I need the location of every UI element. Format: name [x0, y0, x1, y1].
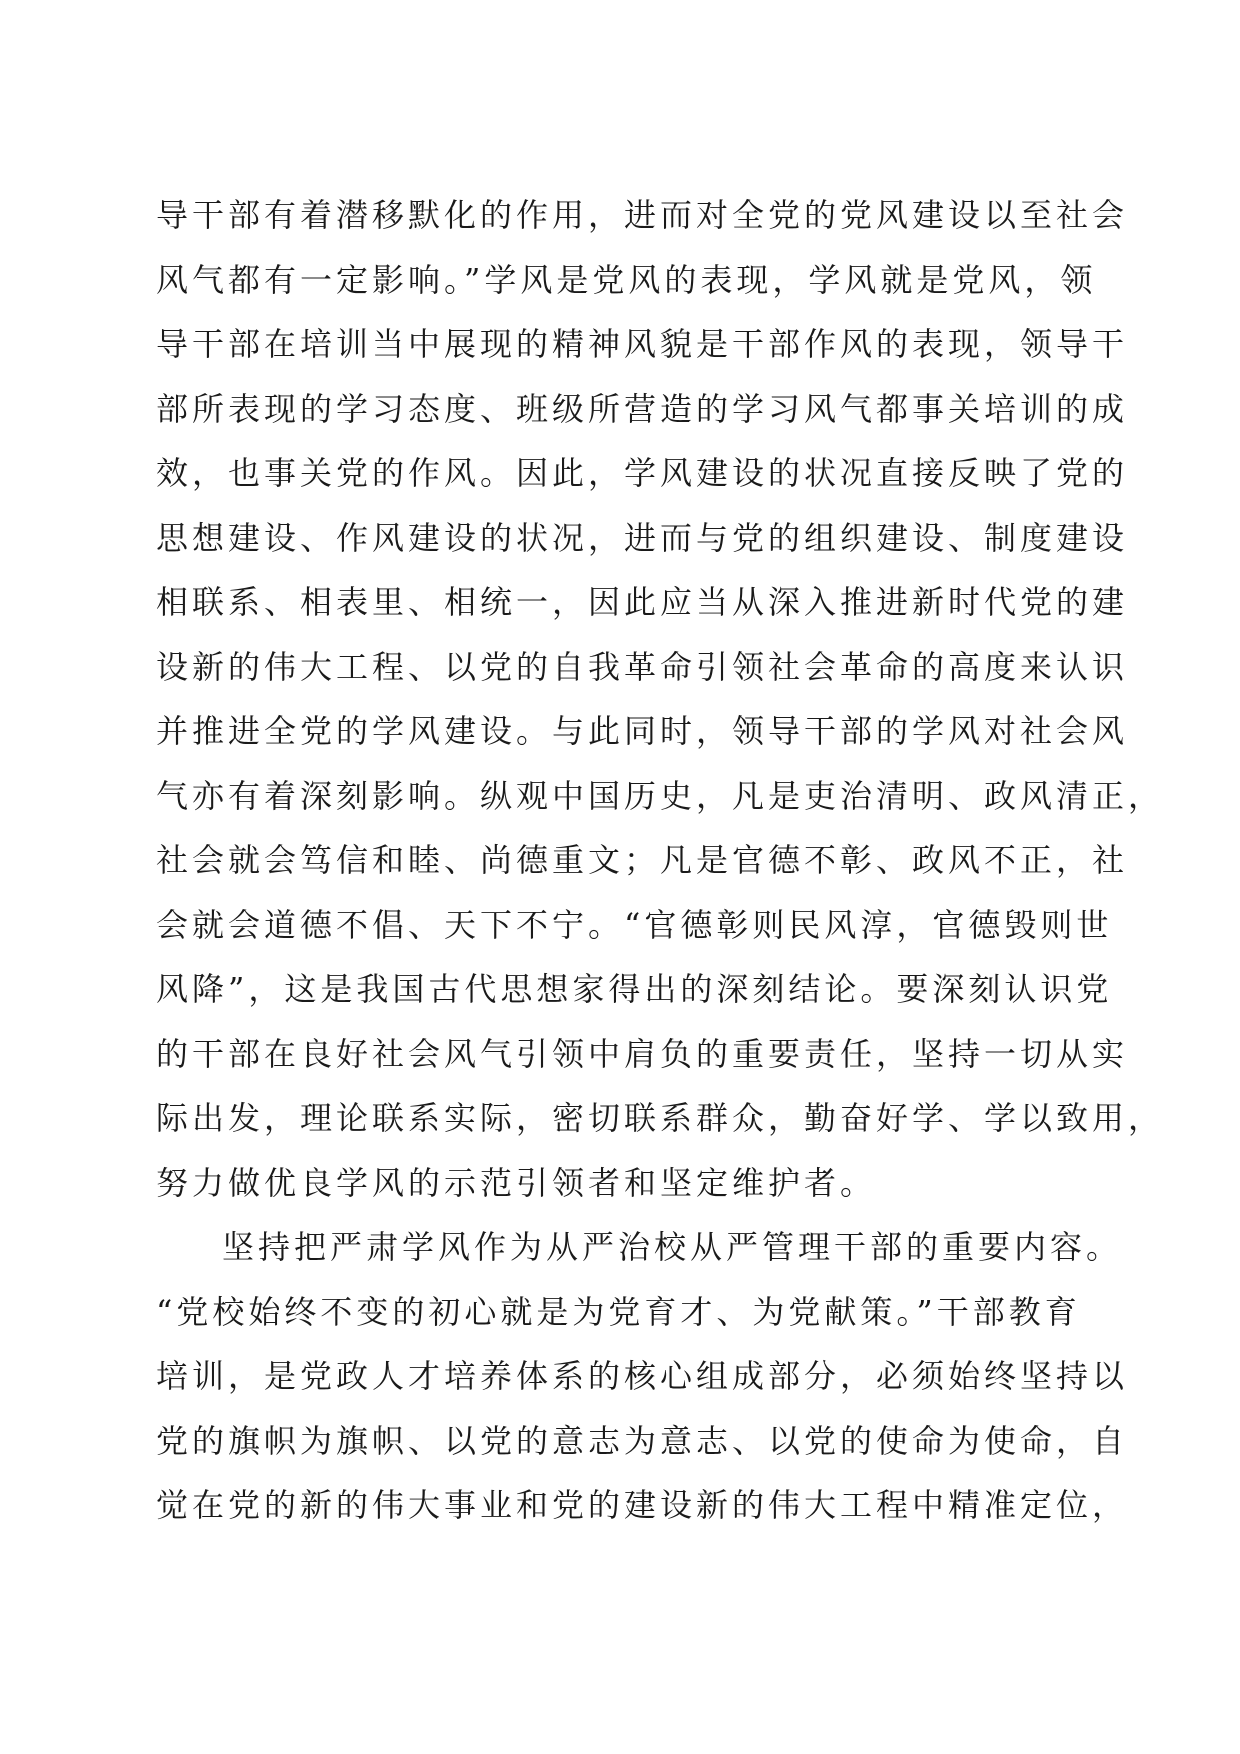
- text-line: 思想建设、作风建设的状况，进而与党的组织建设、制度建设: [156, 518, 1129, 557]
- text-line: 社会就会笃信和睦、尚德重文；凡是官德不彰、政风不正，社: [156, 841, 1129, 879]
- text-line: 设新的伟大工程、以党的自我革命引领社会革命的高度来认识: [156, 647, 1129, 686]
- text-line: 际出发，理论联系实际，密切联系群众，勤奋好学、学以致用，: [156, 1099, 1165, 1137]
- text-line: 会就会道德不倡、天下不宁。“官德彰则民风淳，官德毁则世: [156, 905, 1113, 944]
- text-line: 培训，是党政人才培养体系的核心组成部分，必须始终坚持以: [156, 1357, 1129, 1395]
- text-line: 部所表现的学习态度、班级所营造的学习风气都事关培训的成: [156, 389, 1129, 428]
- text-line: 风气都有一定影响。”学风是党风的表现，学风就是党风，领: [156, 260, 1097, 299]
- body-text: [156, 183, 1165, 1538]
- text-line: 并推进全党的学风建设。与此同时，领导干部的学风对社会风: [156, 712, 1129, 750]
- paragraph-start-line: 坚持把严肃学风作为从严治校从严管理干部的重要内容。: [222, 1228, 1123, 1266]
- text-line: 导干部有着潜移默化的作用，进而对全党的党风建设以至社会: [156, 196, 1129, 234]
- text-line: 风降”，这是我国古代思想家得出的深刻结论。要深刻认识党: [156, 970, 1113, 1008]
- text-line: “党校始终不变的初心就是为党育才、为党献策。”干部教育: [156, 1292, 1081, 1331]
- text-line: 效，也事关党的作风。因此，学风建设的状况直接反映了党的: [156, 454, 1129, 492]
- text-line: 觉在党的新的伟大事业和党的建设新的伟大工程中精准定位，: [156, 1486, 1129, 1524]
- text-line: 的干部在良好社会风气引领中肩负的重要责任，坚持一切从实: [156, 1034, 1129, 1073]
- text-line: 相联系、相表里、相统一，因此应当从深入推进新时代党的建: [156, 583, 1129, 621]
- text-line: 气亦有着深刻影响。纵观中国历史，凡是吏治清明、政风清正，: [156, 776, 1165, 815]
- text-line: 党的旗帜为旗帜、以党的意志为意志、以党的使命为使命，自: [156, 1421, 1129, 1460]
- text-line: 导干部在培训当中展现的精神风貌是干部作风的表现，领导干: [156, 325, 1129, 363]
- text-line: 努力做优良学风的示范引领者和坚定维护者。: [156, 1163, 877, 1202]
